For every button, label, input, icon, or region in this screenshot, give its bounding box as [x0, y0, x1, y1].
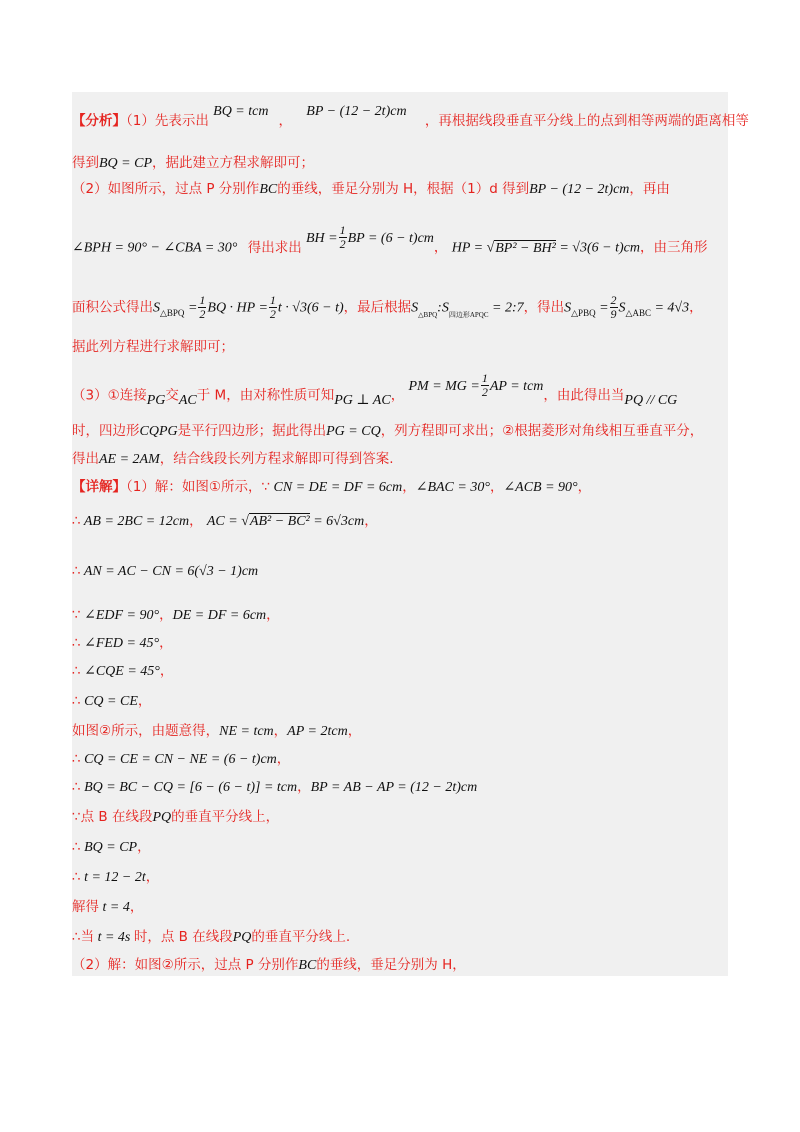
detail-line-14: 解得 t = 4，	[72, 899, 144, 915]
detail-line-8: 如图②所示，由题意得，NE = tcm，AP = 2tcm，	[72, 723, 362, 739]
detail-line-3: ∴ AN = AC − CN = 6(√3 − 1)cm	[72, 563, 259, 579]
solution-panel	[72, 92, 749, 976]
analysis-line-2: 得到BQ = CP，据此建立方程求解即可；	[72, 155, 314, 171]
detail-line-4: ∵ ∠EDF = 90°，DE = DF = 6cm，	[72, 607, 280, 623]
detail-line-7: ∴ CQ = CE，	[72, 693, 152, 709]
analysis-line-7: （3）①连接PG交AC于 M，由对称性质可知PG ⊥ AC， PM = MG = $\frac{1}{2}$ AP = tcm，由此得出当PQ // CG	[72, 371, 678, 408]
math: BQ = CP	[99, 156, 152, 171]
detail-line-11: ∵点 B 在线段PQ的垂直平分线上，	[72, 809, 280, 825]
analysis-line-1: 【分析】（1）先表示出 BQ = tcm， BP − (12 − 2t)cm ，再根据线段垂直平分线上的点到相等两端的距离相等	[72, 104, 749, 129]
analysis-tag: 【分析】	[72, 113, 126, 129]
math: BP = (6 − t)cm	[347, 230, 434, 246]
detail-line-1: 【详解】（1）解：如图①所示，∵ CN = DE = DF = 6cm，∠BAC = 30°，∠ACB = 90°，	[72, 479, 592, 495]
math: BH =	[306, 230, 338, 246]
detail-line-5: ∴ ∠FED = 45°，	[72, 635, 173, 651]
detail-line-15: ∴当 t = 4s 时，点 B 在线段PQ的垂直平分线上.	[72, 929, 351, 945]
analysis-line-4: ∠BPH = 90° − ∠CBA = 30° 得出求出 BH = $\frac{1}{2}$ BP = (6 − t)cm， HP = √BP² − BH² = √3(6 − t)cm，由三角形	[72, 223, 708, 256]
analysis-line-3: （2）如图所示，过点 P 分别作BC的垂线，垂足分别为 H，根据（1）d 得到BP − (12 − 2t)cm，再由	[72, 181, 670, 197]
math: ∠BPH = 90° − ∠CBA = 30°	[72, 240, 238, 256]
detail-line-13: ∴ t = 12 − 2t，	[72, 869, 160, 885]
math: BC	[259, 182, 278, 197]
detail-line-12: ∴ BQ = CP，	[72, 839, 151, 855]
detail-line-10: ∴ BQ = BC − CQ = [6 − (6 − t)] = tcm，BP = AB − AP = (12 − 2t)cm	[72, 779, 478, 795]
detail-line-16: （2）解：如图②所示，过点 P 分别作BC的垂线，垂足分别为 H，	[72, 957, 466, 973]
math: BP − (12 − 2t)cm	[529, 182, 630, 197]
analysis-line-5: 面积公式得出$S_{\triangle BPQ}$ = $\frac{1}{2}$ BQ · HP = $\frac{1}{2}$ t · √3(6 − t)，最后根据$S_{\triangle BPQ}:S_{四边形APQC}$ = 2:7，得出$S_{\triangle PBQ}$ = $\frac{2}{9}$ $S_{\triangle ABC} = 4√3$，	[72, 293, 703, 321]
math: BQ = tcm	[213, 104, 269, 119]
analysis-line-9: 得出AE = 2AM，结合线段长列方程求解即可得到答案.	[72, 451, 394, 467]
detail-line-6: ∴ ∠CQE = 45°，	[72, 663, 174, 679]
fraction: $\frac{1}{2}$	[481, 371, 488, 399]
detail-line-9: ∴ CQ = CE = CN − NE = (6 − t)cm，	[72, 751, 291, 767]
math: BP − (12 − 2t)cm	[306, 104, 407, 119]
math: HP =	[451, 240, 487, 256]
analysis-line-8: 时，四边形CQPG是平行四边形；据此得出PG = CQ，列方程即可求出；②根据菱形对角线相互垂直平分，	[72, 423, 704, 439]
detail-line-2: ∴ AB = 2BC = 12cm， AC = √AB² − BC² = 6√3cm，	[72, 513, 378, 529]
fraction: $\frac{1}{2}$	[339, 223, 346, 251]
fraction: $\frac{1}{2}$	[199, 293, 206, 321]
math: BP² − BH²	[495, 240, 556, 256]
fraction: $\frac{1}{2}$	[269, 293, 276, 321]
analysis-line-6: 据此列方程进行求解即可；	[72, 339, 234, 355]
detail-tag: 【详解】	[72, 479, 126, 495]
fraction: $\frac{2}{9}$	[610, 293, 617, 321]
